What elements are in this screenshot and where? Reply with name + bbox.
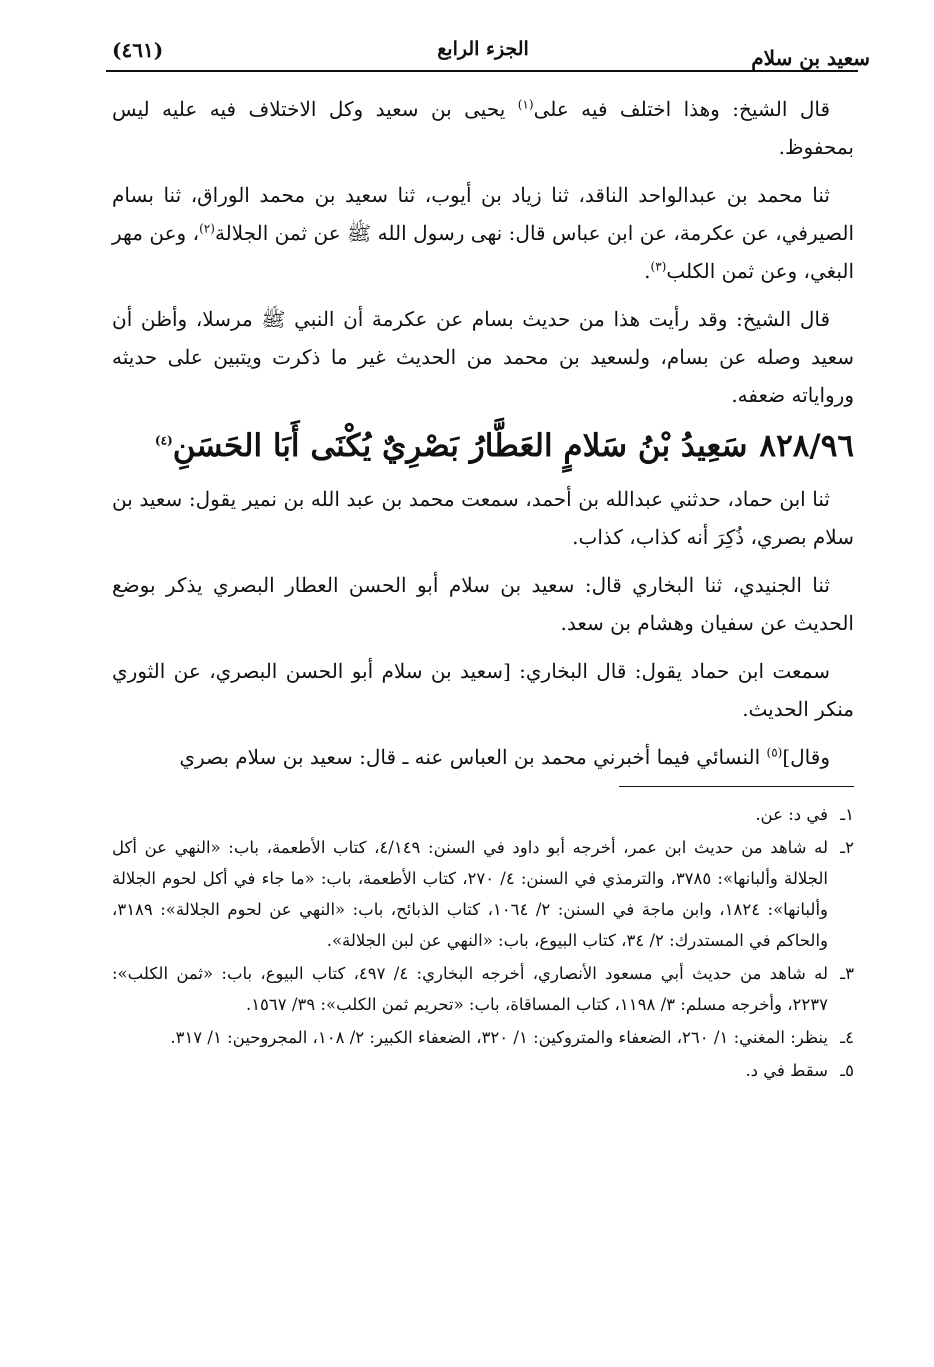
- footnote-3: [112, 958, 854, 1020]
- paragraph-2-text-cont: ، وعن مهر البغي، وعن ثمن الكلب: [112, 221, 854, 283]
- paragraph-1: [112, 90, 854, 166]
- paragraph-5-text: ثنا الجنيدي، ثنا البخاري قال: سعيد بن سلام أبو الحسن العطار البصري يذكر بوضع الحديث عن سفيان وهشام بن سعد.: [112, 573, 854, 635]
- footnote-rule: [619, 786, 854, 787]
- footnote-4-text: ينظر: المغني: ١/ ٢٦٠، الضعفاء والمتروكين: ١/ ٣٢٠، الضعفاء الكبير: ٢/ ١٠٨، المجروحين: ١/ ٣١٧.: [170, 1028, 828, 1047]
- paragraph-2-text-end: .: [644, 259, 651, 283]
- paragraph-1-text-cont: يحيى بن سعيد وكل الاختلاف فيه عليه ليس بمحفوظ.: [112, 97, 854, 159]
- volume-label: الجزء الرابع: [437, 38, 529, 60]
- main-text: [112, 90, 854, 776]
- note-ref-2: (٢): [199, 221, 215, 236]
- note-ref-5: (٥): [766, 745, 783, 760]
- note-ref-1: (١): [517, 97, 534, 112]
- footnote-5: [112, 1055, 854, 1086]
- page-number: (٤٦١): [112, 38, 164, 62]
- footnote-1-key: ١ـ: [840, 805, 854, 824]
- running-title: سعيد بن سلام: [751, 46, 870, 70]
- note-ref-4: (٤): [154, 433, 173, 448]
- paragraph-2-text: ثنا محمد بن عبدالواحد الناقد، ثنا زياد بن أيوب، ثنا سعيد بن محمد الوراق، ثنا بسام الصيرفي، عن عكرمة، عن ابن عباس قال: نهى رسول الله ﷺ عن ثمن الجلالة: [112, 183, 855, 245]
- footnote-2-key: ٢ـ: [840, 838, 854, 857]
- paragraph-7-text-cont: النسائي فيما أخبرني محمد بن العباس عنه ـ قال: سعيد بن سلام بصري: [179, 745, 767, 769]
- footnote-4: [112, 1022, 854, 1053]
- footnote-4-key: ٤ـ: [840, 1028, 854, 1047]
- footnotes: [112, 799, 854, 1086]
- footnote-3-key: ٣ـ: [840, 964, 854, 983]
- paragraph-4-text: ثنا ابن حماد، حدثني عبدالله بن أحمد، سمعت محمد بن عبد الله بن نمير يقول: سعيد بن سلام بصري، ذُكِرَ أنه كذاب، كذاب.: [112, 487, 854, 549]
- paragraph-7: [112, 738, 854, 776]
- paragraph-6: [112, 652, 854, 728]
- paragraph-5: [112, 566, 854, 642]
- paragraph-7-text: وقال]: [782, 745, 830, 769]
- footnote-5-key: ٥ـ: [840, 1061, 854, 1080]
- header-rule: [106, 70, 858, 72]
- entry-name: سَعِيدُ بْنُ سَلامٍ العَطَّارُ بَصْرِيٌ يُكْنَى أَبَا الحَسَنِ: [172, 428, 748, 464]
- paragraph-3: [112, 300, 854, 414]
- footnote-5-text: سقط في د.: [745, 1061, 828, 1080]
- entry-heading: [112, 424, 854, 468]
- footnote-1-text: في د: عن.: [755, 805, 828, 824]
- footnote-2: [112, 832, 854, 956]
- footnote-2-text: له شاهد من حديث ابن عمر، أخرجه أبو داود في السنن: ٤/١٤٩، كتاب الأطعمة، باب: «النهي عن أكل الجلالة وألبانها»: ٣٧٨٥، والترمذي في السنن: ٤/ ٢٧٠، كتاب الأطعمة، باب: «ما جاء في أكل لحوم الجلالة وألبانها»: ١٨٢٤، وابن ماجة في السنن: ٢/ ١٠٦٤، كتاب الذبائح، باب: «النهي عن لحوم الجلالة»: ٣١٨٩، والحاكم في المستدرك: ٢/ ٣٤، كتاب البيوع، باب: «النهي عن لبن الجلالة».: [112, 838, 829, 950]
- paragraph-6-text: سمعت ابن حماد يقول: قال البخاري: [سعيد بن سلام أبو الحسن البصري، عن الثوري منكر الحديث.: [112, 659, 854, 721]
- paragraph-4: [112, 480, 854, 556]
- entry-number: ٨٢٨/٩٦: [759, 428, 854, 464]
- page-header: [112, 38, 870, 70]
- note-ref-3: (٣): [650, 259, 667, 274]
- footnote-3-text: له شاهد من حديث أبي مسعود الأنصاري، أخرجه البخاري: ٤/ ٤٩٧، كتاب البيوع، باب: «ثمن الكلب»: ٢٢٣٧، وأخرجه مسلم: ٣/ ١١٩٨، كتاب المساقاة، باب: «تحريم ثمن الكلب»: ٣٩/ ١٥٦٧.: [112, 964, 828, 1014]
- paragraph-3-text: قال الشيخ: وقد رأيت هذا من حديث بسام عن عكرمة أن النبي ﷺ مرسلا، وأظن أن سعيد وصله عن بسام، ولسعيد بن محمد من الحديث غير ما ذكرت ويتبين على حديثه ورواياته ضعفه.: [112, 307, 854, 407]
- paragraph-2: [112, 176, 854, 290]
- footnote-1: [112, 799, 854, 830]
- paragraph-1-text: قال الشيخ: وهذا اختلف فيه على: [533, 97, 831, 121]
